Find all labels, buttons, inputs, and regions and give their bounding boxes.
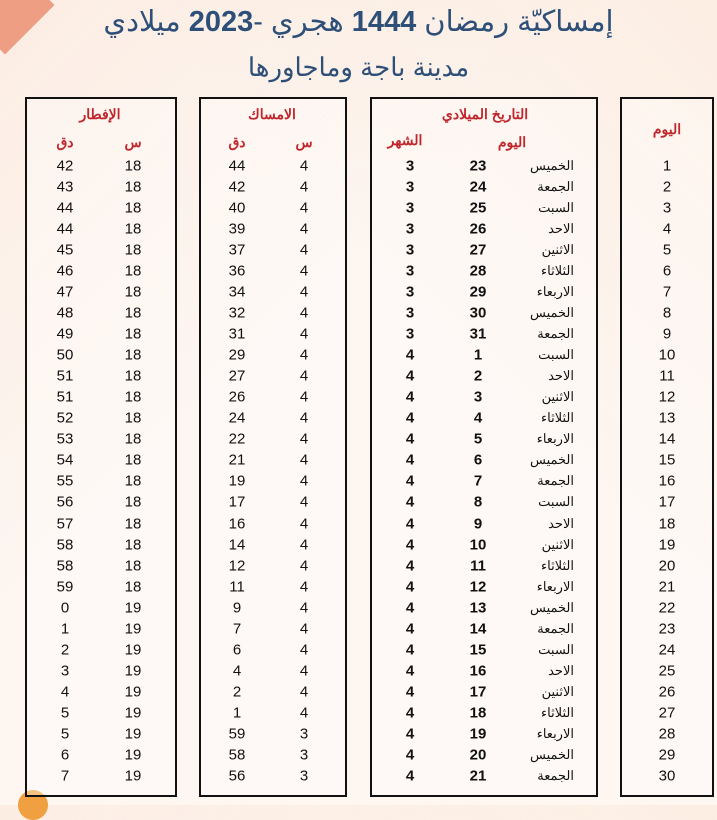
imsak-minute: 27 (228, 367, 246, 385)
iftar-minute: 59 (56, 578, 74, 596)
date-day: 23 (469, 157, 487, 175)
day-number: 21 (658, 578, 676, 596)
title-text: هجري - (253, 6, 344, 38)
iftar-minute: 57 (56, 515, 74, 532)
imsak-minute: 34 (228, 283, 246, 301)
iftar-minute: 56 (56, 493, 74, 511)
day-number: 26 (658, 683, 676, 701)
day-number: 28 (658, 725, 676, 743)
day-number: 6 (662, 262, 672, 280)
day-name: الاحد (548, 515, 574, 531)
imsak-hour: 4 (299, 346, 309, 364)
iftar-hour: 19 (124, 683, 142, 701)
imsak-minute: 42 (228, 178, 246, 196)
iftar-minute: 51 (56, 367, 74, 385)
imsak-hour-header: س (295, 134, 313, 150)
iftar-hour: 19 (124, 746, 142, 764)
imsak-hour: 4 (299, 430, 309, 448)
date-day: 11 (470, 557, 486, 575)
iftar-minute: 55 (56, 472, 74, 490)
title-text: ميلادي (103, 6, 181, 38)
day-name: الاربعاء (536, 725, 574, 741)
iftar-hour: 18 (124, 472, 142, 490)
month: 4 (405, 367, 415, 385)
iftar-hour: 18 (124, 557, 142, 575)
imsak-hour: 4 (299, 599, 309, 617)
hijri-year: 1444 (351, 6, 417, 38)
imsak-minute: 16 (228, 515, 246, 532)
day-name: الجمعة (537, 473, 574, 489)
date-day: 2 (473, 367, 483, 385)
iftar-minute: 51 (56, 388, 74, 406)
day-number: 20 (658, 557, 676, 575)
month: 3 (405, 241, 415, 259)
iftar-minute: 43 (56, 178, 74, 196)
month: 4 (405, 430, 415, 448)
iftar-hour: 18 (124, 283, 142, 301)
day-number: 19 (658, 536, 676, 554)
month: 4 (405, 388, 415, 406)
imsak-hour: 4 (299, 178, 309, 196)
date-day: 31 (469, 325, 487, 343)
day-name: الاربعاء (536, 284, 574, 300)
iftar-hour: 18 (124, 157, 142, 175)
imsak-hour: 4 (299, 704, 309, 722)
iftar-minute: 45 (56, 241, 74, 259)
iftar-header: الإفطار (79, 106, 121, 122)
date-day: 3 (473, 388, 483, 406)
day-number: 29 (658, 746, 676, 764)
imsak-minute: 39 (228, 220, 246, 238)
iftar-hour: 18 (124, 451, 142, 469)
imsak-hour: 4 (299, 578, 309, 596)
imsak-minute: 7 (232, 620, 242, 638)
iftar-minute: 53 (56, 430, 74, 448)
month: 4 (405, 641, 415, 659)
date-month-header: الشهر (387, 132, 423, 148)
date-day: 12 (469, 578, 487, 596)
day-number: 3 (662, 199, 672, 217)
gregorian-header: التاريخ الميلادي (441, 106, 529, 122)
iftar-hour: 18 (124, 367, 142, 385)
iftar-minute: 4 (60, 683, 70, 701)
date-day: 25 (469, 199, 487, 217)
iftar-minute: 46 (56, 262, 74, 280)
imsak-minute-header: دق (228, 134, 246, 150)
imsak-minute: 36 (228, 262, 246, 280)
day-header: اليوم (652, 121, 682, 137)
iftar-hour: 19 (124, 620, 142, 638)
month: 4 (405, 683, 415, 701)
iftar-minute: 49 (56, 325, 74, 343)
day-number: 27 (658, 704, 676, 722)
day-name: الخميس (530, 599, 574, 615)
date-day: 21 (469, 767, 487, 785)
iftar-hour-header: س (124, 134, 142, 150)
iftar-hour: 19 (124, 641, 142, 659)
imsak-hour: 4 (299, 620, 309, 638)
day-number: 8 (662, 304, 672, 322)
imsak-minute: 31 (228, 325, 246, 343)
imsak-minute: 21 (228, 451, 246, 469)
imsak-minute: 44 (228, 157, 246, 175)
iftar-minute: 3 (60, 662, 70, 680)
iftar-minute: 52 (56, 409, 74, 427)
imsak-hour: 4 (299, 409, 309, 427)
month: 4 (405, 557, 415, 575)
iftar-hour: 19 (124, 599, 142, 617)
day-name: الاثنين (541, 242, 574, 258)
date-day: 28 (469, 262, 487, 280)
month: 4 (405, 515, 415, 532)
title-text: إمساكيّة رمضان (424, 6, 614, 38)
date-day: 29 (469, 283, 487, 301)
imsak-minute: 29 (228, 346, 246, 364)
iftar-minute: 44 (56, 220, 74, 238)
imsak-minute: 1 (232, 704, 242, 722)
month: 3 (405, 325, 415, 343)
iftar-minute: 50 (56, 346, 74, 364)
imsak-hour: 4 (299, 199, 309, 217)
day-name: الخميس (530, 158, 574, 173)
day-number: 12 (658, 388, 676, 406)
imsak-minute: 22 (228, 430, 246, 448)
imsak-hour: 4 (299, 241, 309, 259)
day-name: الجمعة (537, 326, 574, 342)
imsak-minute: 4 (232, 662, 242, 680)
day-number: 1 (662, 157, 672, 175)
iftar-hour: 19 (124, 767, 142, 785)
imsak-hour: 4 (299, 262, 309, 280)
imsak-hour: 4 (299, 641, 309, 659)
iftar-hour: 18 (124, 304, 142, 322)
day-name: الثلاثاء (541, 263, 574, 279)
day-number: 30 (658, 767, 676, 785)
month: 4 (405, 451, 415, 469)
imsak-hour: 4 (299, 325, 309, 343)
date-day: 5 (473, 430, 483, 448)
month: 3 (405, 157, 415, 175)
month: 3 (405, 262, 415, 280)
month: 3 (405, 199, 415, 217)
month: 4 (405, 704, 415, 722)
iftar-hour: 18 (124, 346, 142, 364)
imsak-hour: 4 (299, 493, 309, 511)
day-name: الثلاثاء (541, 410, 574, 426)
day-number: 16 (658, 472, 676, 490)
iftar-minute: 5 (60, 704, 70, 722)
month: 4 (405, 746, 415, 764)
iftar-hour: 18 (124, 220, 142, 238)
date-day: 26 (469, 220, 487, 238)
day-name: الخميس (530, 305, 574, 321)
month: 4 (405, 346, 415, 364)
imsak-hour: 4 (299, 367, 309, 385)
date-day: 24 (469, 178, 487, 196)
day-name: الاثنين (541, 683, 574, 699)
iftar-box (25, 97, 177, 797)
iftar-hour: 19 (124, 725, 142, 743)
imsak-minute: 59 (228, 725, 246, 743)
day-name: الاثنين (541, 536, 574, 552)
iftar-minute: 54 (56, 451, 74, 469)
imsak-minute: 58 (228, 746, 246, 764)
imsak-minute: 56 (228, 767, 246, 785)
imsak-hour: 4 (299, 283, 309, 301)
day-number: 10 (658, 346, 676, 364)
day-name: السبت (538, 200, 574, 216)
day-name: الاحد (548, 662, 574, 678)
imsak-minute: 37 (228, 241, 246, 259)
imsak-hour: 4 (299, 451, 309, 469)
iftar-hour: 19 (124, 704, 142, 722)
day-name: الاربعاء (536, 431, 574, 447)
iftar-minute: 6 (60, 746, 70, 764)
imsak-header: الامساك (248, 106, 296, 122)
imsak-minute: 11 (229, 578, 245, 596)
iftar-minute: 44 (56, 199, 74, 217)
imsak-minute: 12 (228, 557, 246, 575)
month: 4 (405, 620, 415, 638)
date-day: 15 (469, 641, 487, 659)
imsak-hour: 4 (299, 157, 309, 175)
month: 4 (405, 536, 415, 554)
date-day: 10 (469, 536, 487, 554)
imsak-minute: 14 (228, 536, 246, 554)
day-name: الاحد (548, 368, 574, 384)
day-name: الاربعاء (536, 578, 574, 594)
imsak-minute: 24 (228, 409, 246, 427)
iftar-hour: 18 (124, 199, 142, 217)
iftar-hour: 18 (124, 409, 142, 427)
day-number: 5 (662, 241, 672, 259)
month: 4 (405, 493, 415, 511)
month: 4 (405, 578, 415, 596)
date-day: 30 (469, 304, 487, 322)
iftar-hour: 18 (124, 493, 142, 511)
date-day: 7 (473, 472, 483, 490)
imsak-hour: 3 (299, 725, 309, 743)
day-name: الجمعة (537, 620, 574, 636)
iftar-hour: 18 (124, 325, 142, 343)
imsak-minute: 26 (228, 388, 246, 406)
iftar-minute: 5 (60, 725, 70, 743)
day-name: الخميس (530, 452, 574, 468)
date-day: 1 (473, 346, 483, 364)
imsak-hour: 4 (299, 220, 309, 238)
month: 4 (405, 472, 415, 490)
imsak-minute: 17 (228, 493, 246, 511)
imsak-hour: 4 (299, 388, 309, 406)
iftar-hour: 18 (124, 262, 142, 280)
date-day: 9 (473, 515, 483, 532)
date-day: 20 (469, 746, 487, 764)
day-number: 23 (658, 620, 676, 638)
imsak-minute: 6 (232, 641, 242, 659)
imsak-hour: 4 (299, 515, 309, 532)
day-name: الثلاثاء (541, 704, 574, 720)
day-number: 2 (662, 178, 672, 196)
date-day: 4 (473, 409, 483, 427)
day-number: 4 (662, 220, 672, 238)
date-day: 6 (473, 451, 483, 469)
page-title (0, 4, 717, 39)
day-number: 11 (659, 367, 675, 385)
imsak-box (199, 97, 347, 797)
imsak-hour: 4 (299, 557, 309, 575)
imsak-hour: 3 (299, 746, 309, 764)
month: 3 (405, 220, 415, 238)
date-day: 13 (469, 599, 487, 617)
imsak-minute: 40 (228, 199, 246, 217)
imsak-hour: 3 (299, 767, 309, 785)
day-number: 18 (658, 515, 676, 532)
day-number: 15 (658, 451, 676, 469)
gregorian-year: 2023 (188, 6, 254, 38)
iftar-hour: 18 (124, 536, 142, 554)
day-number: 14 (658, 430, 676, 448)
imsak-minute: 2 (232, 683, 242, 701)
month: 4 (405, 599, 415, 617)
date-day: 27 (469, 241, 487, 259)
day-number: 24 (658, 641, 676, 659)
day-name: الجمعة (537, 767, 574, 783)
day-name: الجمعة (537, 179, 574, 195)
imsak-hour: 4 (299, 536, 309, 554)
day-number: 25 (658, 662, 676, 680)
day-name: الخميس (530, 746, 574, 762)
month: 4 (405, 662, 415, 680)
month: 3 (405, 178, 415, 196)
day-name: الاحد (548, 221, 574, 237)
iftar-minute-header: دق (56, 134, 74, 150)
day-name: الثلاثاء (541, 557, 574, 573)
day-name: السبت (538, 347, 574, 363)
day-name: الاثنين (541, 389, 574, 405)
date-day: 14 (469, 620, 487, 638)
imsak-minute: 19 (228, 472, 246, 490)
date-day-header: اليوم (497, 134, 527, 150)
month: 3 (405, 283, 415, 301)
iftar-minute: 48 (56, 304, 74, 322)
iftar-hour: 18 (124, 178, 142, 196)
iftar-minute: 1 (60, 620, 70, 638)
iftar-hour: 18 (124, 578, 142, 596)
month: 4 (405, 725, 415, 743)
day-number: 9 (662, 325, 672, 343)
page-subtitle: مدينة باجة وماجاورها (247, 52, 470, 82)
date-day: 16 (469, 662, 487, 680)
day-number: 22 (658, 599, 676, 617)
date-day: 8 (473, 493, 483, 511)
imsak-hour: 4 (299, 683, 309, 701)
iftar-hour: 18 (124, 430, 142, 448)
imsak-hour: 4 (299, 662, 309, 680)
imsak-hour: 4 (299, 304, 309, 322)
iftar-hour: 18 (124, 388, 142, 406)
iftar-hour: 19 (124, 662, 142, 680)
date-day: 17 (469, 683, 487, 701)
imsak-hour: 4 (299, 472, 309, 490)
iftar-minute: 2 (60, 641, 70, 659)
day-name: السبت (538, 494, 574, 510)
month: 4 (405, 409, 415, 427)
iftar-hour: 18 (124, 241, 142, 259)
month: 3 (405, 304, 415, 322)
iftar-hour: 18 (124, 515, 142, 532)
iftar-minute: 0 (60, 599, 70, 617)
iftar-minute: 47 (56, 283, 74, 301)
day-name: السبت (538, 641, 574, 657)
date-day: 19 (469, 725, 487, 743)
iftar-minute: 7 (60, 767, 70, 785)
date-day: 18 (469, 704, 487, 722)
iftar-minute: 42 (56, 157, 74, 175)
imsak-minute: 9 (232, 599, 242, 617)
day-number: 7 (662, 283, 672, 301)
day-number: 17 (658, 493, 676, 511)
imsak-minute: 32 (228, 304, 246, 322)
iftar-minute: 58 (56, 557, 74, 575)
day-number: 13 (658, 409, 676, 427)
iftar-minute: 58 (56, 536, 74, 554)
month: 4 (405, 767, 415, 785)
